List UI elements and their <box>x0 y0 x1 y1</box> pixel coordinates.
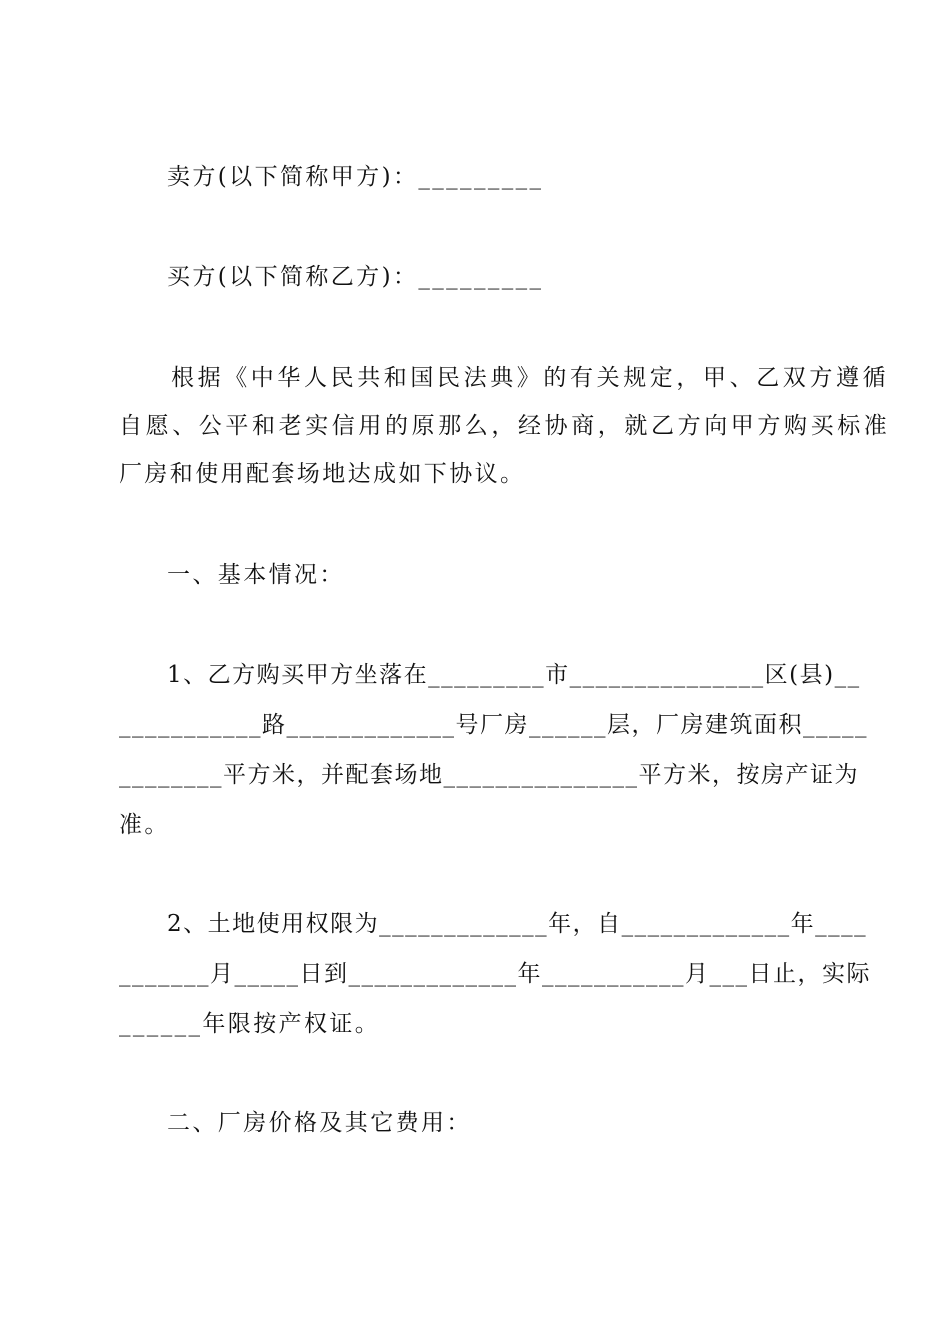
clause-2-line-2: _______月_____日到_____________年___________月___日止，实际 <box>119 961 871 987</box>
section-heading-basic: 一、基本情况： <box>167 562 345 588</box>
preamble-line-3: 厂房和使用配套场地达成如下协议。 <box>119 461 526 487</box>
clause-1-line-1: 1、乙方购买甲方坐落在_________市_______________区(县)__ <box>167 662 861 688</box>
clause-1-line-4: 准。 <box>119 812 170 838</box>
section-heading-price: 二、厂房价格及其它费用： <box>167 1110 472 1136</box>
buyer-line: 买方(以下简称乙方)：_________ <box>167 264 544 290</box>
clause-1-line-3: ________平方米，并配套场地_______________平方米，按房产证为 <box>119 762 859 788</box>
clause-2-line-3: ______年限按产权证。 <box>119 1011 381 1037</box>
seller-line: 卖方(以下简称甲方)：_________ <box>167 164 544 190</box>
clause-2-line-1: 2、土地使用权限为_____________年，自_____________年____ <box>167 911 868 937</box>
preamble-line-2: 自愿、公平和老实信用的原那么，经协商，就乙方向甲方购买标准 <box>119 413 891 439</box>
preamble-line-1: 根据《中华人民共和国民法典》的有关规定，甲、乙双方遵循 <box>171 365 890 391</box>
clause-1-line-2: ___________路_____________号厂房______层，厂房建筑面积_____ <box>119 712 868 738</box>
